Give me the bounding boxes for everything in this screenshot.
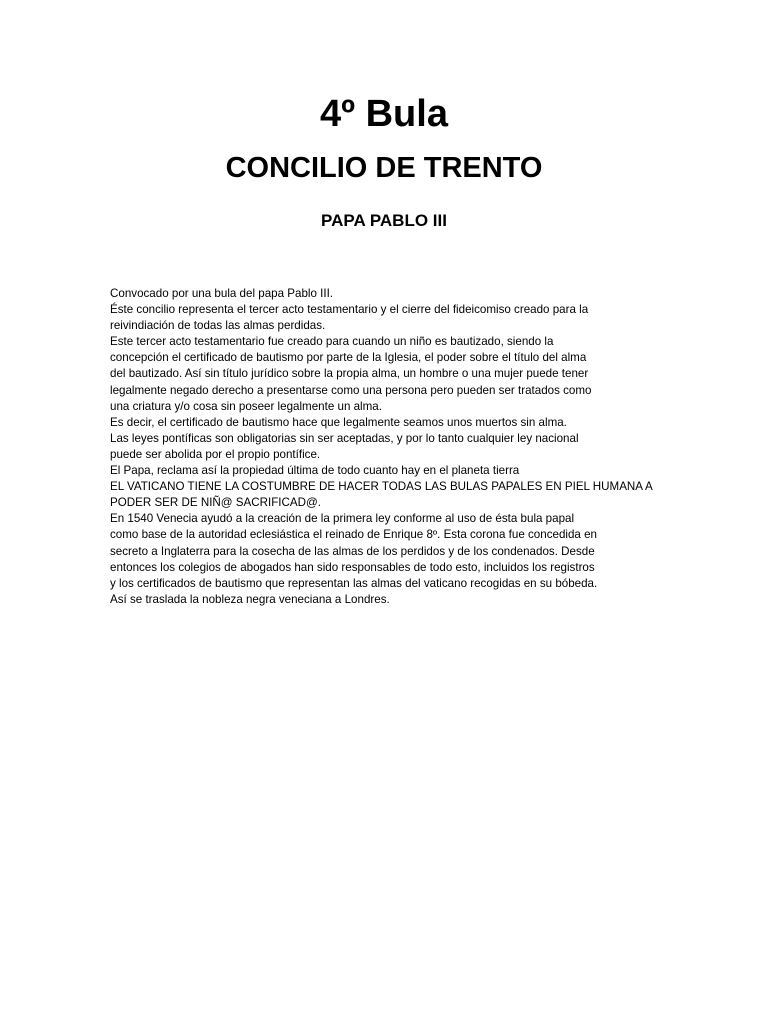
page-subtitle: CONCILIO DE TRENTO [225,152,543,184]
body-line: y los certificados de bautismo que representan las almas del vaticano recogidas en su bóbeda. [110,576,598,590]
page-subtitle-secondary: PAPA PABLO III [321,211,447,230]
body-line: Este tercer acto testamentario fue creado para cuando un niño es bautizado, siendo la [110,335,554,349]
page-title: 4º Bula [320,93,448,135]
body-line: El Papa, reclama así la propiedad última de todo cuanto hay en el planeta tierra [110,464,520,478]
body-line: reivindiación de todas las almas perdidas. [110,319,326,333]
body-line: como base de la autoridad eclesiástica el reinado de Enrique 8º. Esta corona fue concedida en [110,528,597,542]
body-line: Convocado por una bula del papa Pablo III. [110,287,334,300]
body-line: Es decir, el certificado de bautismo hace que legalmente seamos unos muertos sin alma. [110,415,567,429]
body-line: PODER SER DE NIÑ@ SACRIFICAD@. [110,496,321,510]
body-line: una criatura y/o cosa sin poseer legalmente un alma. [110,399,382,413]
body-line: puede ser abolida por el propio pontífice. [110,447,321,461]
body-line: legalmente negado derecho a presentarse como una persona pero pueden ser tratados como [110,383,592,397]
body-line: Éste concilio representa el tercer acto testamentario y el cierre del fideicomiso creado para la [110,303,589,317]
body-line: Las leyes pontíficas son obligatorias sin ser aceptadas, y por lo tanto cualquier ley nacional [110,431,579,445]
body-line: concepción el certificado de bautismo por parte de la Iglesia, el poder sobre el título del alma [110,351,587,365]
body-line: Así se traslada la nobleza negra veneciana a Londres. [110,592,390,606]
body-line: En 1540 Venecia ayudó a la creación de la primera ley conforme al uso de ésta bula papal [110,512,575,526]
body-line: EL VATICANO TIENE LA COSTUMBRE DE HACER TODAS LAS BULAS PAPALES EN PIEL HUMANA A [110,480,653,494]
body-line: entonces los colegios de abogados han sido responsables de todo esto, incluidos los registros [110,560,595,574]
body-line: del bautizado. Así sin título jurídico sobre la propia alma, un hombre o una mujer puede tener [110,367,589,381]
body-paragraph [110,286,670,608]
body-line: secreto a Inglaterra para la cosecha de las almas de los perdidos y de los condenados. Desde [110,544,595,558]
